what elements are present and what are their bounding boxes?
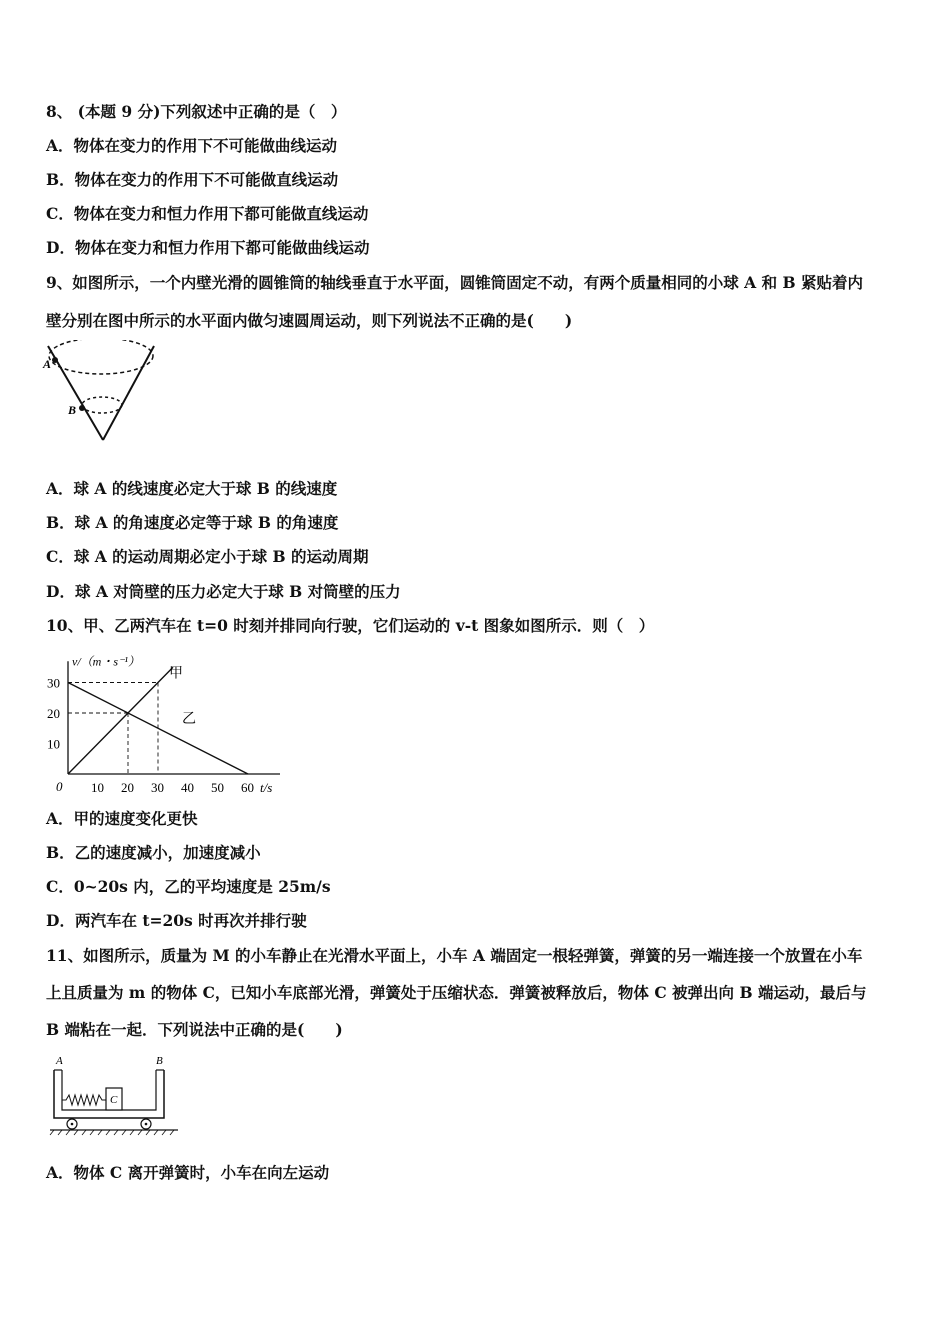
q11-option-a: A．物体 C 离开弹簧时，小车在向左运动 bbox=[46, 1163, 330, 1182]
y-tick-label: 10 bbox=[47, 736, 60, 752]
x-tick-label: 10 bbox=[91, 780, 104, 795]
q8-option-a: A．物体在变力的作用下不可能做曲线运动 bbox=[46, 136, 338, 155]
cart-label-a: A bbox=[56, 1055, 63, 1067]
cone-label-b: B bbox=[68, 403, 77, 417]
q8-option-b: B．物体在变力的作用下不可能做直线运动 bbox=[46, 170, 339, 189]
q10-option-c: C．0~20s 内，乙的平均速度是 25m/s bbox=[46, 877, 331, 896]
q9-option-b: B．球 A 的角速度必定等于球 B 的角速度 bbox=[46, 513, 339, 532]
y-tick-label: 20 bbox=[47, 706, 60, 721]
q8-option-d: D．物体在变力和恒力作用下都可能做曲线运动 bbox=[46, 238, 370, 257]
q9-stem-line2: 壁分别在图中所示的水平面内做匀速圆周运动，则下列说法不正确的是( ) bbox=[46, 311, 573, 330]
q9-option-d: D．球 A 对筒壁的压力必定大于球 B 对筒壁的压力 bbox=[46, 582, 401, 601]
vt-chart bbox=[40, 642, 300, 800]
series-label-jia: 甲 bbox=[169, 666, 183, 682]
x-tick-label: 40 bbox=[181, 780, 194, 795]
spring bbox=[62, 1095, 106, 1105]
x-axis-label: t/s bbox=[260, 780, 273, 795]
series-line-jia bbox=[68, 667, 173, 774]
q10-option-b: B．乙的速度减小，加速度减小 bbox=[46, 843, 261, 862]
x-tick-label: 60 bbox=[241, 780, 254, 795]
q11-stem-line1: 11、如图所示，质量为 M 的小车静止在光滑水平面上，小车 A 端固定一根轻弹簧，弹簧的另一端连接一个放置在小车 bbox=[46, 946, 863, 965]
x-tick-label: 30 bbox=[151, 780, 164, 795]
x-tick-label: 20 bbox=[121, 780, 134, 795]
cone-figure bbox=[40, 340, 165, 445]
q9-option-a: A．球 A 的线速度必定大于球 B 的线速度 bbox=[46, 479, 338, 498]
cone-label-a: A bbox=[43, 357, 52, 371]
q8-option-c: C．物体在变力和恒力作用下都可能做直线运动 bbox=[46, 204, 369, 223]
q11-stem-line3: B 端粘在一起．下列说法中正确的是( ) bbox=[46, 1020, 343, 1039]
q10-option-a: A．甲的速度变化更快 bbox=[46, 809, 198, 828]
x-tick-label: 50 bbox=[211, 780, 224, 795]
q9-option-c: C．球 A 的运动周期必定小于球 B 的运动周期 bbox=[46, 547, 369, 566]
series-label-yi: 乙 bbox=[182, 712, 196, 728]
q10-option-d: D．两汽车在 t=20s 时再次并排行驶 bbox=[46, 911, 307, 930]
q11-stem-line2: 上且质量为 m 的物体 C，已知小车底部光滑，弹簧处于压缩状态．弹簧被释放后，物体 C 被弹出向 B 端运动，最后与 bbox=[46, 983, 867, 1002]
cart-label-c: C bbox=[110, 1094, 118, 1106]
cart-figure bbox=[44, 1050, 184, 1138]
q8-stem: 8、 (本题 9 分)下列叙述中正确的是（ ） bbox=[46, 102, 347, 121]
origin-label: 0 bbox=[56, 779, 63, 794]
y-tick-label: 30 bbox=[47, 675, 60, 691]
cart-label-b: B bbox=[156, 1055, 163, 1067]
q10-stem: 10、甲、乙两汽车在 t=0 时刻并排同向行驶，它们运动的 v-t 图象如图所示．则（ ） bbox=[46, 616, 655, 635]
y-axis-label: v/（m・s⁻¹） bbox=[72, 654, 140, 669]
q9-stem-line1: 9、如图所示，一个内壁光滑的圆锥筒的轴线垂直于水平面，圆锥筒固定不动，有两个质量相同的小球 A 和 B 紧贴着内 bbox=[46, 273, 864, 292]
